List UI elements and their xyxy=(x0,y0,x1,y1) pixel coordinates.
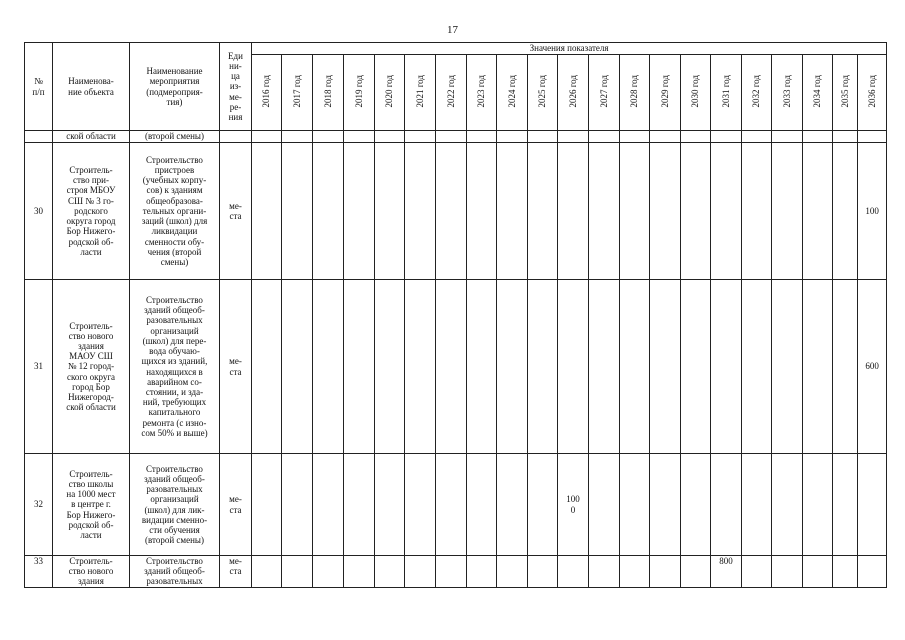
row-year-value xyxy=(711,280,742,454)
row-year-value xyxy=(344,454,375,556)
row-year-value xyxy=(803,143,833,280)
header-unit: Еди ни- ца из- ме- ре- ния xyxy=(220,43,252,131)
row-year-value xyxy=(313,143,344,280)
row-unit: ме- ста xyxy=(220,454,252,556)
header-year-label: 2035 год xyxy=(839,75,850,108)
row-year-value xyxy=(375,280,405,454)
header-year-label: 2031 год xyxy=(720,75,731,108)
row-year-value xyxy=(252,143,282,280)
header-year-label: 2022 год xyxy=(445,75,456,108)
row-year-value xyxy=(528,454,558,556)
row-year-value: 800 xyxy=(711,556,742,588)
row-year-value xyxy=(650,143,681,280)
row-year-value xyxy=(589,454,620,556)
header-year-label: 2028 год xyxy=(629,75,640,108)
continuation-row xyxy=(25,131,887,143)
row-year-value xyxy=(803,280,833,454)
row-year-value xyxy=(620,280,650,454)
row-year-value xyxy=(467,454,497,556)
row-year-value xyxy=(650,556,681,588)
row-year-value xyxy=(833,556,858,588)
row-year-value xyxy=(436,143,467,280)
row-year-value xyxy=(833,143,858,280)
row-year-value xyxy=(650,280,681,454)
header-year-label: 2016 год xyxy=(261,75,272,108)
row-year-value xyxy=(558,556,589,588)
header-year xyxy=(558,55,589,131)
table-row xyxy=(25,454,887,556)
row-year-value xyxy=(405,280,436,454)
header-year xyxy=(833,55,858,131)
row-year-value xyxy=(313,280,344,454)
header-year xyxy=(467,55,497,131)
row-number: 31 xyxy=(25,280,53,454)
row-year-value xyxy=(282,143,313,280)
header-year xyxy=(313,55,344,131)
row-year-value xyxy=(344,143,375,280)
row-year-value xyxy=(467,556,497,588)
table-row xyxy=(25,556,887,588)
header-year-label: 2024 год xyxy=(506,75,517,108)
row-year-value xyxy=(282,454,313,556)
row-year-value xyxy=(344,280,375,454)
row-year-value xyxy=(589,143,620,280)
row-year-value xyxy=(375,556,405,588)
row-year-value xyxy=(620,556,650,588)
row-year-value xyxy=(467,280,497,454)
row-year-value xyxy=(833,280,858,454)
header-year-label: 2030 год xyxy=(690,75,701,108)
header-year xyxy=(497,55,528,131)
row-year-value xyxy=(467,143,497,280)
table-row xyxy=(25,280,887,454)
header-object: Наименова- ние объекта xyxy=(53,43,130,131)
header-year-label: 2026 год xyxy=(567,75,578,108)
row-object-name: Строитель- ство нового здания МАОУ СШ № 12 город- ского округа город Бор Нижегород- ской области xyxy=(53,280,130,454)
header-year xyxy=(772,55,803,131)
row-year-value xyxy=(252,280,282,454)
row-year-value xyxy=(833,454,858,556)
row-year-value xyxy=(313,454,344,556)
row-year-value xyxy=(742,454,772,556)
row-unit: ме- ста xyxy=(220,556,252,588)
row-year-value: 100 xyxy=(858,143,887,280)
row-year-value xyxy=(681,556,711,588)
continuation-event: (второй смены) xyxy=(130,131,220,143)
header-year xyxy=(375,55,405,131)
header-year-label: 2023 год xyxy=(476,75,487,108)
row-year-value xyxy=(375,454,405,556)
header-year xyxy=(803,55,833,131)
page-number: 17 xyxy=(447,24,458,36)
header-year xyxy=(344,55,375,131)
row-year-value xyxy=(681,143,711,280)
row-year-value xyxy=(711,454,742,556)
header-year-label: 2034 год xyxy=(812,75,823,108)
row-object-name: Строитель- ство нового здания xyxy=(53,556,130,588)
row-year-value xyxy=(375,143,405,280)
row-year-value xyxy=(742,143,772,280)
header-year-label: 2018 год xyxy=(322,75,333,108)
row-number: 30 xyxy=(25,143,53,280)
row-year-value: 600 xyxy=(858,280,887,454)
continuation-object: ской области xyxy=(53,131,130,143)
header-year-label: 2020 год xyxy=(384,75,395,108)
header-event: Наименование мероприятия (подмероприя- тия) xyxy=(130,43,220,131)
row-year-value xyxy=(528,143,558,280)
indicator-table xyxy=(24,42,887,588)
row-year-value xyxy=(772,280,803,454)
header-year xyxy=(589,55,620,131)
row-event-name: Строительство пристроев (учебных корпу- сов) к зданиям общеобразова- тельных органи- заций (школ) для ликвидации сменности обу- чения (второй смены) xyxy=(130,143,220,280)
row-year-value xyxy=(742,280,772,454)
row-year-value xyxy=(803,556,833,588)
row-year-value xyxy=(772,143,803,280)
row-year-value: 100 0 xyxy=(558,454,589,556)
row-year-value xyxy=(252,556,282,588)
row-year-value xyxy=(681,454,711,556)
row-year-value xyxy=(405,556,436,588)
row-year-value xyxy=(858,454,887,556)
row-event-name: Строительство зданий общеоб- разовательных организаций (школ) для лик- видации сменно- сти обучения (второй смены) xyxy=(130,454,220,556)
row-year-value xyxy=(650,454,681,556)
row-year-value xyxy=(528,280,558,454)
row-year-value xyxy=(344,556,375,588)
header-year-label: 2029 год xyxy=(659,75,670,108)
row-year-value xyxy=(436,280,467,454)
row-year-value xyxy=(497,280,528,454)
table-row xyxy=(25,143,887,280)
row-year-value xyxy=(252,454,282,556)
row-number: 33 xyxy=(25,556,53,588)
row-year-value xyxy=(711,143,742,280)
header-year xyxy=(742,55,772,131)
row-year-value xyxy=(497,143,528,280)
row-object-name: Строитель- ство школы на 1000 мест в центре г. Бор Нижего- родской об- ласти xyxy=(53,454,130,556)
header-year xyxy=(620,55,650,131)
header-values-title: Значения показателя xyxy=(252,43,887,55)
row-year-value xyxy=(742,556,772,588)
header-year xyxy=(858,55,887,131)
row-year-value xyxy=(405,454,436,556)
row-object-name: Строитель- ство при- строя МБОУ СШ № 3 го- родского округа город Бор Нижего- родской об- ласти xyxy=(53,143,130,280)
row-year-value xyxy=(282,280,313,454)
row-year-value xyxy=(528,556,558,588)
header-num: № п/п xyxy=(25,43,53,131)
row-year-value xyxy=(282,556,313,588)
header-year-label: 2027 год xyxy=(598,75,609,108)
header-year-label: 2036 год xyxy=(867,75,877,108)
row-year-value xyxy=(772,454,803,556)
row-year-value xyxy=(589,280,620,454)
header-year xyxy=(711,55,742,131)
header-year xyxy=(405,55,436,131)
row-year-value xyxy=(558,143,589,280)
header-year xyxy=(650,55,681,131)
row-year-value xyxy=(681,280,711,454)
row-year-value xyxy=(772,556,803,588)
header-year xyxy=(436,55,467,131)
row-year-value xyxy=(620,143,650,280)
row-year-value xyxy=(313,556,344,588)
row-year-value xyxy=(497,556,528,588)
header-year xyxy=(252,55,282,131)
header-year xyxy=(282,55,313,131)
row-year-value xyxy=(405,143,436,280)
row-event-name: Строительство зданий общеоб- разовательных организаций (школ) для пере- вода обучаю- щихся из зданий, находящихся в аварийном со- стоянии, и зда- ний, требующих капитального ремонта (с изно- сом 50% и выше) xyxy=(130,280,220,454)
row-unit: ме- ста xyxy=(220,280,252,454)
row-year-value xyxy=(436,556,467,588)
row-year-value xyxy=(558,280,589,454)
header-year xyxy=(528,55,558,131)
row-event-name: Строительство зданий общеоб- разовательных xyxy=(130,556,220,588)
header-year-label: 2032 год xyxy=(751,75,762,108)
header-year-label: 2017 год xyxy=(291,75,302,108)
row-unit: ме- ста xyxy=(220,143,252,280)
row-year-value xyxy=(589,556,620,588)
header-year-label: 2019 год xyxy=(353,75,364,108)
row-number: 32 xyxy=(25,454,53,556)
row-year-value xyxy=(803,454,833,556)
row-year-value xyxy=(497,454,528,556)
header-year-label: 2033 год xyxy=(781,75,792,108)
header-year-label: 2025 год xyxy=(537,75,548,108)
row-year-value xyxy=(436,454,467,556)
row-year-value xyxy=(858,556,887,588)
row-year-value xyxy=(620,454,650,556)
header-year-label: 2021 год xyxy=(414,75,425,108)
header-year xyxy=(681,55,711,131)
